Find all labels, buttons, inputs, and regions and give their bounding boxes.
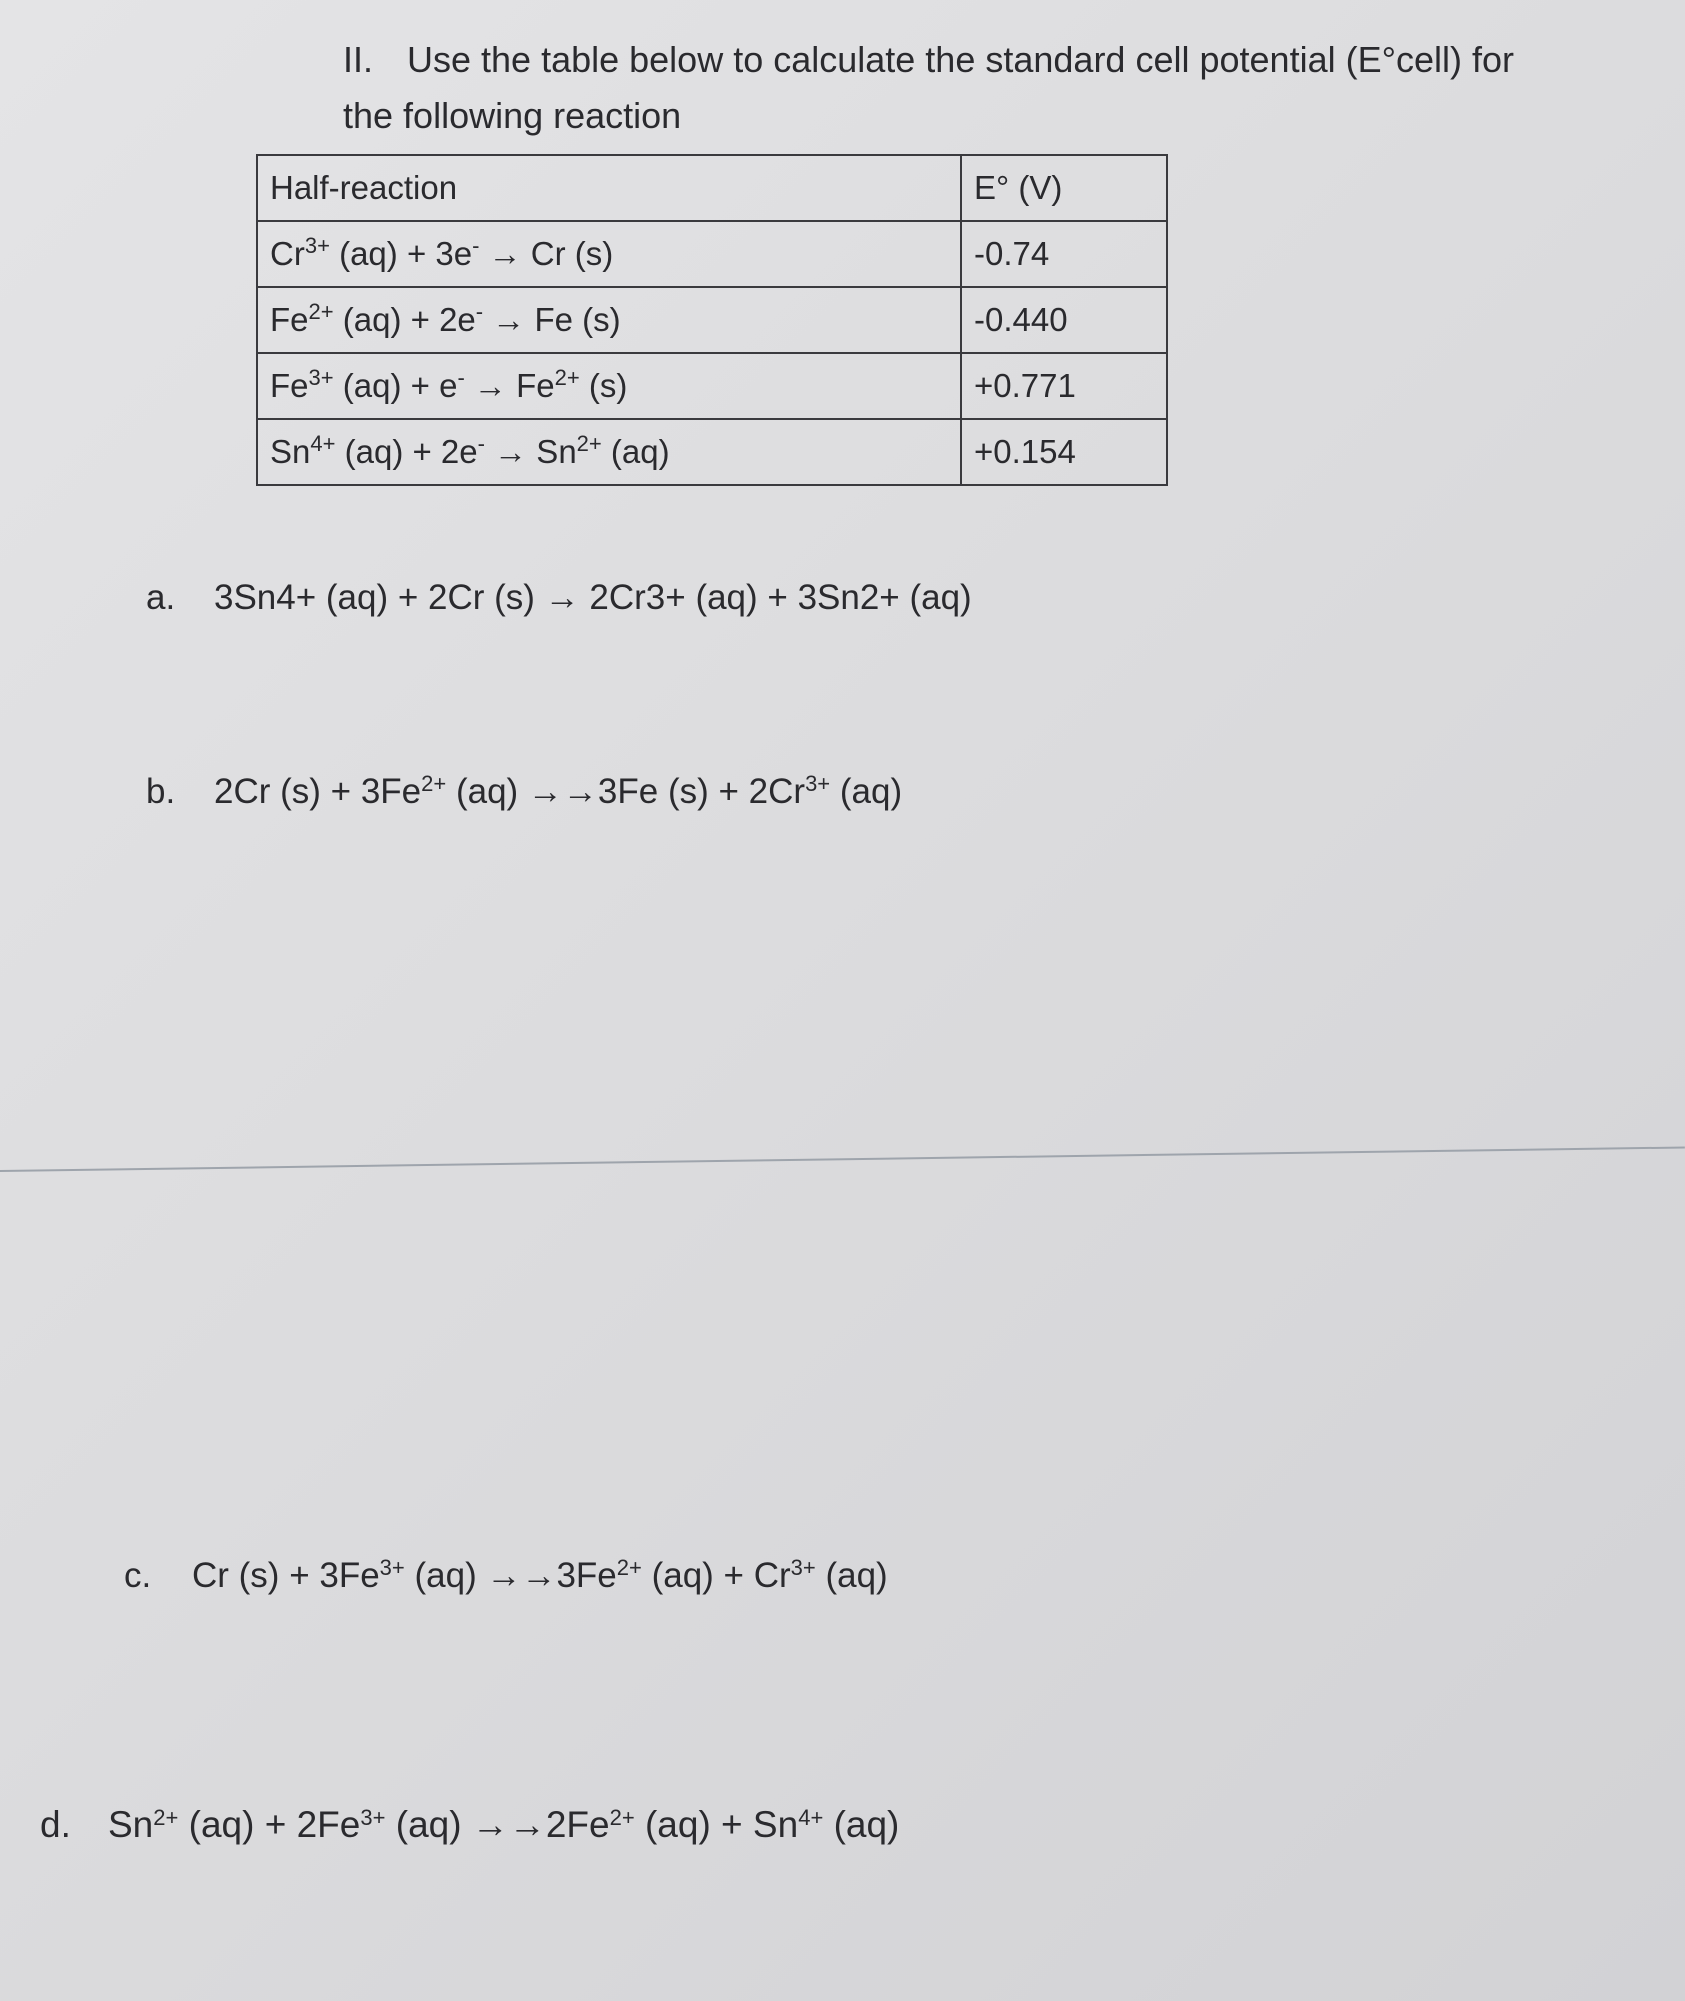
- table-row: [257, 353, 1167, 419]
- half-reaction-cell: $Cr^{3+}$ (aq) + 3e- → Cr (s): [257, 221, 961, 287]
- header-potential: E° (V): [961, 155, 1167, 221]
- half-reaction-cell: $Fe^{2+}$ (aq) + 2e- → Fe (s): [257, 287, 961, 353]
- potential-cell: +0.154: [961, 419, 1167, 485]
- question-number: II.: [343, 39, 374, 80]
- part-c-equation: Cr $(s) + 3Fe^{3+}$ $(aq) \to\to 3Fe^{2+}$ $(aq) + Cr^{3+}$ (aq): [192, 1555, 888, 1595]
- part-c: [124, 1556, 888, 1596]
- part-b: [146, 772, 902, 812]
- page-divider: [0, 1146, 1685, 1172]
- part-d: [40, 1804, 899, 1846]
- table-row: [257, 419, 1167, 485]
- part-b-equation: 2Cr $(s) + 3Fe^{2+}$ (aq) →→3Fe $(s) + 2Cr^{3+}$ (aq): [214, 771, 903, 811]
- question-line-1: Use the table below to calculate the standard cell potential (E°cell) for: [407, 39, 1514, 80]
- part-b-label: b.: [146, 772, 176, 811]
- table-row: [257, 221, 1167, 287]
- potential-cell: -0.440: [961, 287, 1167, 353]
- half-reaction-cell: $Fe^{3+}$ $(aq) + e^- \to Fe^{2+}$ (s): [257, 353, 961, 419]
- table-header-row: [257, 155, 1167, 221]
- part-d-label: d.: [40, 1804, 71, 1845]
- half-reaction-cell: $Sn^{4+}$ $(aq) + 2e^- \to Sn^{2+}$ (aq): [257, 419, 961, 485]
- header-half-reaction: Half-reaction: [257, 155, 961, 221]
- question-line-2: the following reaction: [343, 95, 682, 136]
- question-heading: [343, 32, 1514, 144]
- half-reaction-table: [256, 154, 1168, 486]
- table-row: [257, 287, 1167, 353]
- part-c-label: c.: [124, 1556, 152, 1595]
- part-a: [146, 578, 972, 618]
- part-a-equation: 3Sn4+ (aq) + 2Cr (s) → 2Cr3+ (aq) + 3Sn2+ (aq): [214, 578, 972, 617]
- part-a-label: a.: [146, 578, 176, 617]
- potential-cell: +0.771: [961, 353, 1167, 419]
- potential-cell: -0.74: [961, 221, 1167, 287]
- part-d-equation: $Sn^{2+}$ $(aq) + 2Fe^{3+}$ $(aq) \to\to 2Fe^{2+}$ $(aq) + Sn^{4+}$ (aq): [108, 1804, 900, 1845]
